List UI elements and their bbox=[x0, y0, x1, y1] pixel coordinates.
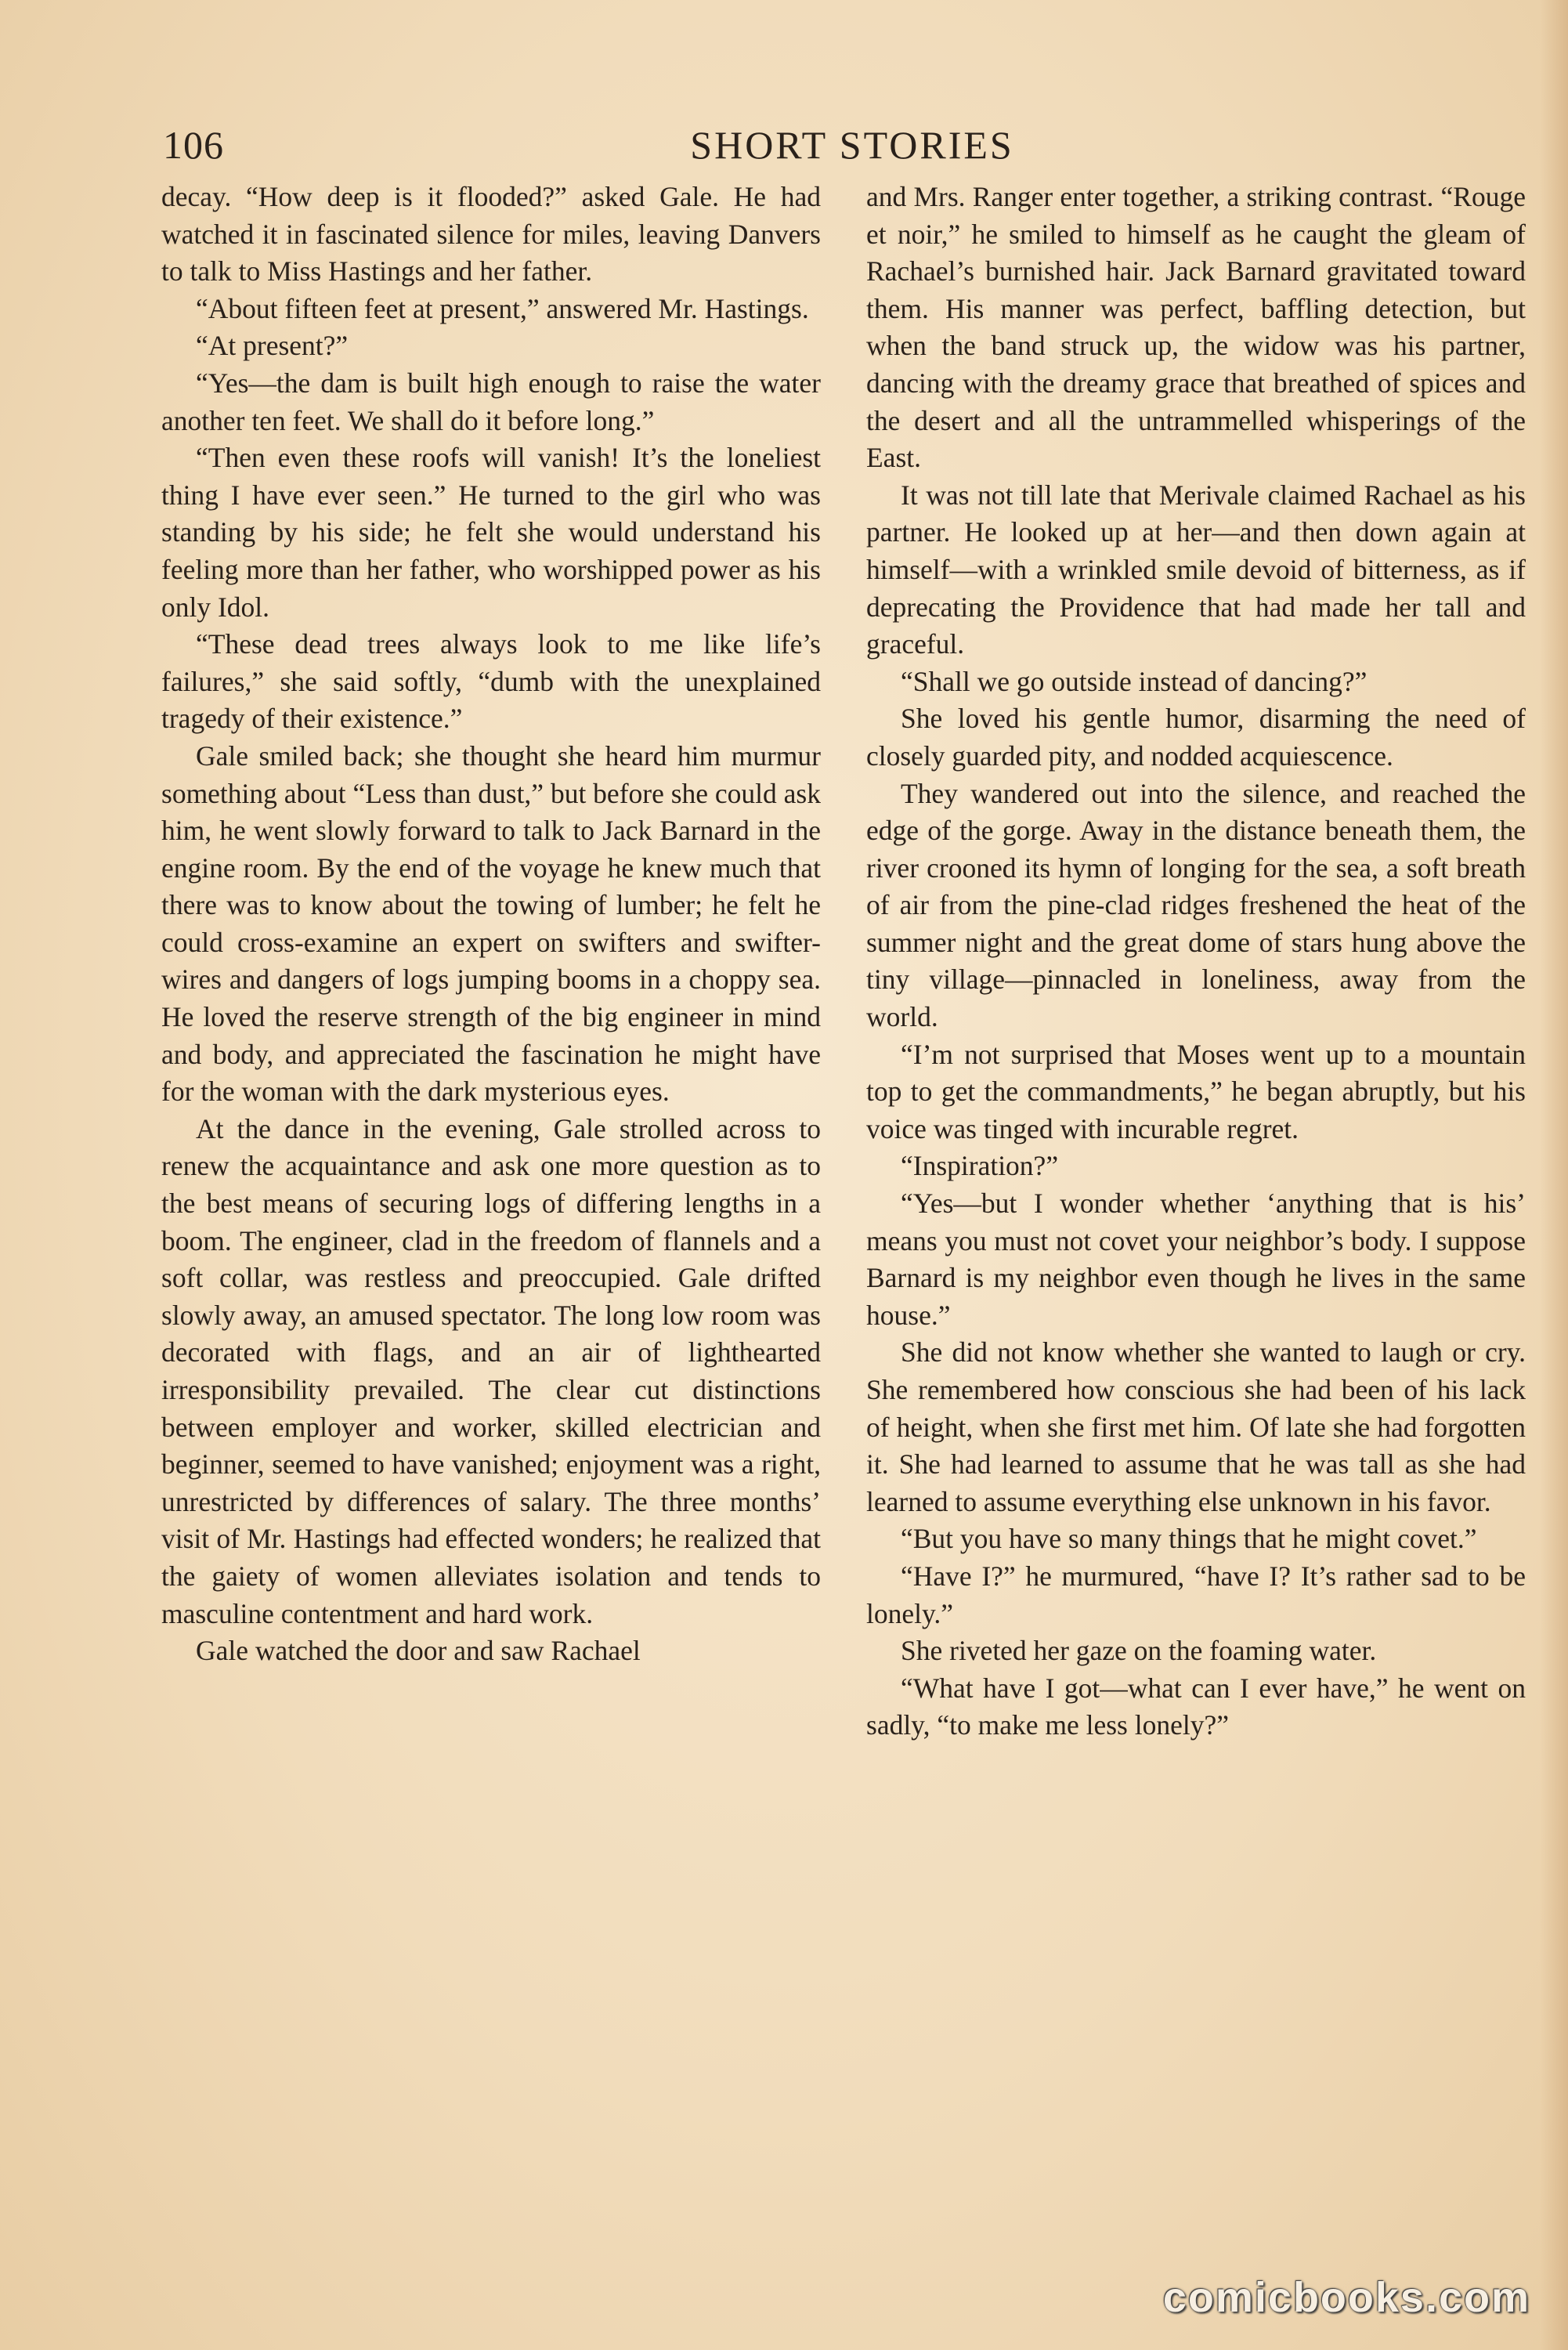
paragraph: “Have I?” he murmured, “have I? It’s rather sad to be lonely.” bbox=[866, 1560, 1526, 1629]
paragraph: She loved his gentle humor, disarming the need of closely guarded pity, and nodded acquiescence. bbox=[866, 703, 1526, 772]
paragraph: Gale smiled back; she thought she heard him murmur something about “Less than dust,” but before she could ask him, he went slowly forward to talk to Jack Barnard in the engine room. By the end of the voyage he knew much that there was to know about the towing of lumber; he felt he could cross-examine an expert on swifters and swifter-wires and dangers of logs jumping booms in a choppy sea. He loved the reserve strength of the big engineer in mind and body, and appreciated the fascination he might have for the woman with the dark mysterious eyes. bbox=[161, 739, 821, 1108]
paragraph: Gale watched the door and saw Rachael bbox=[196, 1635, 641, 1667]
left-text-column bbox=[161, 179, 821, 2184]
paragraph: “About fifteen feet at present,” answered Mr. Hastings. bbox=[196, 292, 809, 324]
page-number: 106 bbox=[163, 123, 224, 167]
paragraph: decay. “How deep is it flooded?” asked Gale. He had watched it in fascinated silence for miles, leaving Danvers to talk to Miss Hastings and her father. bbox=[161, 181, 821, 287]
paragraph: “Yes—but I wonder whether ‘anything that is his’ means you must not covet your neighbor’s body. I suppose Barnard is my neighbor even though he lives in the same house.” bbox=[866, 1188, 1526, 1331]
paragraph: “Then even these roofs will vanish! It’s the loneliest thing I have ever seen.” He turned to the girl who was standing by his side; he felt she would understand his feeling more than her father, who worshipped power as his only Idol. bbox=[161, 442, 821, 623]
paragraph: They wandered out into the silence, and reached the edge of the gorge. Away in the distance beneath them, the river crooned its hymn of longing for the sea, a soft breath of air from the pine-clad ridges freshened the heat of the summer night and the great dome of stars hung above the tiny village—pinnacled in loneliness, away from the world. bbox=[866, 777, 1526, 1033]
paragraph: “Shall we go outside instead of dancing?” bbox=[901, 665, 1367, 697]
paragraph: and Mrs. Ranger enter together, a striking contrast. “Rouge et noir,” he smiled to himself as he caught the gleam of Rachael’s burnished hair. Jack Barnard gravitated toward them. His manner was perfect, baffling detection, but when the band struck up, the widow was his partner, dancing with the dreamy grace that breathed of spices and the desert and all the untrammelled whisperings of the East. bbox=[866, 181, 1526, 474]
paragraph: At the dance in the evening, Gale strolled across to renew the acquaintance and ask one more question as to the best means of securing logs of differing lengths in a boom. The engineer, clad in the freedom of flannels and a soft collar, was restless and preoccupied. Gale drifted slowly away, an amused spectator. The long low room was decorated with flags, and an air of lighthearted irresponsibility prevailed. The clear cut distinctions between employer and worker, skilled electrician and beginner, seemed to have vanished; enjoyment was a right, unrestricted by differences of salary. The three months’ visit of Mr. Hastings had effected wonders; he realized that the gaiety of women alleviates isolation and tends to masculine contentment and hard work. bbox=[161, 1112, 821, 1629]
right-text-column bbox=[866, 179, 1526, 2184]
watermark: comicbooks.com bbox=[1162, 2274, 1530, 2321]
paragraph: “These dead trees always look to me like life’s failures,” she said softly, “dumb with the unexplained tragedy of their existence.” bbox=[161, 628, 821, 735]
paragraph: “What have I got—what can I ever have,” he went on sadly, “to make me less lonely?” bbox=[866, 1672, 1526, 1741]
paragraph: “Inspiration?” bbox=[901, 1150, 1059, 1182]
paragraph: “At present?” bbox=[196, 330, 349, 362]
paragraph: She riveted her gaze on the foaming water. bbox=[901, 1635, 1377, 1667]
paragraph: “Yes—the dam is built high enough to raise the water another ten feet. We shall do it before long.” bbox=[161, 367, 821, 436]
running-header bbox=[163, 118, 1541, 172]
paragraph: “I’m not surprised that Moses went up to a mountain top to get the commandments,” he began abruptly, but his voice was tinged with incurable regret. bbox=[866, 1038, 1526, 1144]
paragraph: She did not know whether she wanted to laugh or cry. She remembered how conscious she had been of his lack of height, when she first met him. Of late she had forgotten it. She had learned to assume that he was tall as she had learned to assume everything else unknown in his favor. bbox=[866, 1336, 1526, 1517]
running-title: SHORT STORIES bbox=[690, 123, 1014, 167]
page-edge-shading bbox=[1540, 0, 1568, 2350]
paragraph: It was not till late that Merivale claimed Rachael as his partner. He looked up at her—and then down again at himself—with a wrinkled smile devoid of bitterness, as if deprecating the Providence that had made her tall and graceful. bbox=[866, 479, 1526, 660]
paragraph: “But you have so many things that he might covet.” bbox=[901, 1523, 1477, 1555]
